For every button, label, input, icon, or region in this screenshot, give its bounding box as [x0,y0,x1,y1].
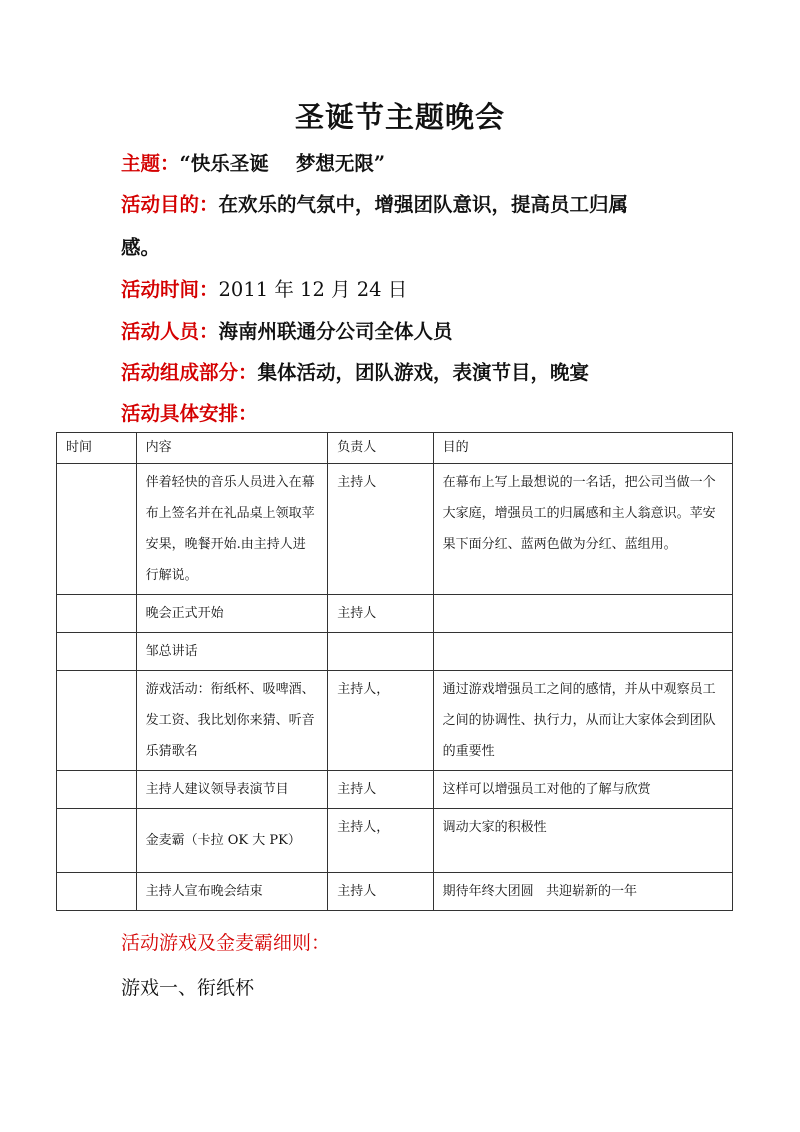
parts-label: 活动组成部分： [121,361,258,384]
table-row [57,809,733,873]
purpose-label: 活动目的： [121,193,219,216]
cell-content: 伴着轻快的音乐人员进入在幕布上签名并在礼品桌上领取苹安果，晚餐开始.由主持人进行解说。 [136,464,328,595]
header-time: 时间 [57,433,137,464]
people-line [121,316,453,344]
cell-content: 金麦霸（卡拉 OK 大 PK） [136,809,328,873]
cell-purpose: 在幕布上写上最想说的一名话，把公司当做一个大家庭，增强员工的归属感和主人翁意识。苹安果下面分红、蓝两色做为分红、蓝组用。 [433,464,732,595]
section-heading: 活动游戏及金麦霸细则： [121,932,331,954]
cell-time [57,873,137,911]
cell-owner: 主持人 [328,771,433,809]
cell-time [57,809,137,873]
cell-owner: 主持人， [328,671,433,771]
game-one-heading: 游戏一、衔纸杯 [121,977,255,999]
cell-time [57,595,137,633]
people-label: 活动人员： [121,320,219,343]
theme-label: 主题： [121,152,180,175]
cell-content: 主持人宣布晚会结束 [136,873,328,911]
table-row [57,595,733,633]
cell-time [57,671,137,771]
theme-value: “快乐圣诞 梦想无限” [179,152,386,175]
cell-owner [328,633,433,671]
cell-content: 邹总讲话 [136,633,328,671]
cell-owner: 主持人， [328,809,433,873]
table-row [57,633,733,671]
cell-owner: 主持人 [328,464,433,595]
schedule-label: 活动具体安排： [121,402,258,425]
table-row [57,671,733,771]
table-row [57,873,733,911]
purpose-value: 在欢乐的气氛中，增强团队意识，提高员工归属 [218,193,629,216]
cell-purpose: 通过游戏增强员工之间的感情，并从中观察员工之间的协调性、执行力，从而让大家体会到团队的重要性 [433,671,732,771]
header-purpose: 目的 [433,433,732,464]
cell-time [57,771,137,809]
table-row [57,464,733,595]
cell-purpose: 这样可以增强员工对他的了解与欣赏 [433,771,732,809]
time-value: 2011 年 12 月 24 日 [218,278,408,301]
table-row [57,771,733,809]
parts-value: 集体活动，团队游戏，表演节目，晚宴 [257,361,590,384]
theme-line [121,148,385,176]
schedule-table [56,432,733,911]
table-header-row [57,433,733,464]
purpose-line [121,189,628,217]
page-title: 圣诞节主题晚会 [294,100,505,134]
time-label: 活动时间： [121,278,219,301]
header-owner: 负责人 [328,433,433,464]
parts-line [121,357,589,385]
cell-owner: 主持人 [328,595,433,633]
cell-content: 游戏活动：衔纸杯、吸啤酒、发工资、我比划你来猜、听音乐猜歌名 [136,671,328,771]
cell-purpose: 期待年终大团圆 共迎崭新的一年 [433,873,732,911]
purpose-value-continued: 感。 [121,236,161,259]
header-content: 内容 [136,433,328,464]
time-line [121,274,407,302]
people-value: 海南州联通分公司全体人员 [218,320,453,343]
cell-purpose [433,595,732,633]
cell-purpose [433,633,732,671]
cell-content: 主持人建议领导表演节目 [136,771,328,809]
cell-purpose: 调动大家的积极性 [433,809,732,873]
cell-time [57,464,137,595]
cell-owner: 主持人 [328,873,433,911]
cell-content: 晚会正式开始 [136,595,328,633]
cell-time [57,633,137,671]
